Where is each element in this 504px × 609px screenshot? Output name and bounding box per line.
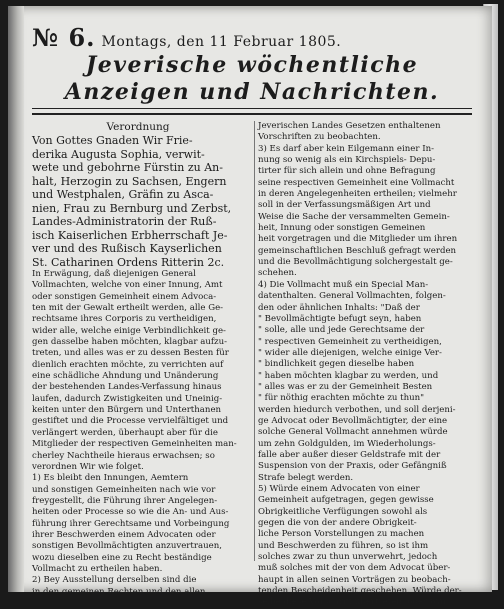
text-line: nung so wenig als ein Kirchspiels- Depu- <box>258 155 436 166</box>
text-line: haupt in allen seinen Vorträgen zu beobach- <box>258 574 451 585</box>
text-line: verordnen Wir wie folget. <box>32 461 144 472</box>
text-line: liche Person Vorstellungen zu machen <box>258 529 425 540</box>
text-line: dienlich erachten möchte, zu verrichten auf <box>32 359 224 370</box>
text-line: den oder ähnlichen Inhalts: "Daß der <box>258 302 420 313</box>
text-line: gen dasselbe haben möchten, klagbar aufzu- <box>32 337 228 348</box>
text-line: um zehn Goldgulden, im Wiederholungs- <box>258 438 436 449</box>
decree-heading: Verordnung <box>106 121 170 133</box>
text-line: Suspension von der Praxis, oder Gefängniß <box>258 461 447 472</box>
right-column <box>258 121 470 609</box>
text-line: heit, Innung oder sonstigen Gemeinen <box>258 223 426 234</box>
text-line: in den gemeinen Rechten und den allen <box>32 586 206 597</box>
issue-date: Montags, den 11 Februar 1805. <box>101 34 342 50</box>
text-line: ver und des Rußisch Kayserlichen <box>32 242 222 255</box>
text-line: freygestellt, die Führung ihrer Angelegen- <box>32 495 218 506</box>
text-line: " wider alle diejenigen, welche einige Ver- <box>258 347 442 358</box>
text-line: 3) Es darf aber kein Eilgemann einer In- <box>258 143 435 154</box>
text-line: führung ihrer Gerechtsame und Vorbeingung <box>32 518 230 529</box>
text-line: 5) Würde einem Advocaten von einer <box>258 484 420 494</box>
text-line: Obrigkeitliche Verfügungen sowohl als <box>258 506 428 517</box>
text-line: selbe diese Vorschrift übertreten, oder wür- <box>258 597 450 608</box>
text-line: seine respectiven Gemeinheit eine Vollmacht <box>258 177 455 188</box>
text-line: Weise die Sache der versammelten Gemein- <box>258 211 450 222</box>
text-line: ge Advocat oder Bevollmächtigter, der eine <box>258 415 448 426</box>
text-line: nien, Frau zu Bernburg und Zerbst, <box>32 201 232 215</box>
binding-fold <box>8 6 24 592</box>
text-line: und Westphalen, Gräfin zu Asca- <box>32 188 214 201</box>
text-line: 2) Bey Ausstellung derselben sind die <box>32 575 197 586</box>
text-line: laufen, dadurch Zwistigkeiten und Uneinig- <box>32 393 223 404</box>
text-line: Landes-Administratorin der Ruß- <box>32 215 217 228</box>
text-line: ihrer Beschwerden einem Advocaten oder <box>32 529 216 540</box>
text-line: " haben möchten klagbar zu werden, und <box>258 370 439 381</box>
text-line: Vorschriften zu beobachten. <box>258 132 381 143</box>
text-line: gemeinschaftlichen Beschluß gefragt werden <box>258 245 457 256</box>
text-line: und Beschwerden zu führen, so ist ihm <box>258 540 429 551</box>
left-column <box>32 121 244 609</box>
masthead-rule <box>32 108 472 115</box>
text-line: " Bevollmächtigte befugt seyn, haben <box>258 313 422 324</box>
text-line: cherley Nachtheile hieraus erwachsen; so <box>32 450 215 461</box>
newspaper-title-line-1: Jeverische wöchentliche <box>85 52 419 78</box>
text-line: gestiftet und die Processe vervielfältiget und <box>32 416 229 427</box>
text-line: " bindlichkeit gegen dieselbe haben <box>258 359 415 370</box>
text-line: " alles was er zu der Gemeinheit Besten <box>258 381 433 392</box>
masthead-issue-line <box>32 23 472 52</box>
text-line: verlängert werden, überhaupt aber für die <box>32 427 219 438</box>
text-line: sonstigen Bevollmächtigten anzuvertrauen, <box>32 541 222 552</box>
text-line: muß solches mit der von dem Advocat über- <box>258 563 451 574</box>
text-line: derika Augusta Sophia, verwit- <box>32 147 205 161</box>
text-line: datenthalten. General Vollmachten, folgen- <box>258 291 446 302</box>
text-line: Jeverischen Landes Gesetzen enthaltenen <box>258 121 441 131</box>
text-line: schehen. <box>258 268 297 279</box>
text-line: werden hiedurch verbothen, und soll derjeni- <box>258 404 456 415</box>
text-line: wozu dieselben eine zu Recht beständige <box>32 552 212 563</box>
text-line: eine schädliche Ahndung und Unänderung <box>32 371 219 382</box>
text-columns <box>32 121 472 609</box>
text-line: " für nöthig erachten möchte zu thun" <box>258 393 425 404</box>
text-line: " solle, alle und jede Gerechtsame der <box>258 325 425 336</box>
text-line: solches zwar zu thun unverwehrt, jedoch <box>258 552 438 563</box>
text-line: tirter für sich allein und ohne Befragung <box>258 166 436 177</box>
page-content <box>32 23 472 608</box>
text-line: Mitglieder der respectiven Gemeinheiten man- <box>32 439 237 450</box>
newspaper-page <box>8 6 492 608</box>
text-line: gegen die von der andere Obrigkeit- <box>258 518 417 529</box>
text-line: In Erwägung, daß diejenigen General <box>32 269 196 279</box>
text-line: halt, Herzogin zu Sachsen, Engern <box>32 174 227 188</box>
text-line: treten, und alles was er zu dessen Besten für <box>32 348 229 359</box>
text-line: heiten oder Processe so wie die An- und Aus- <box>32 507 229 518</box>
text-line: tenden Bescheidenheit geschehen. Würde der- <box>258 586 462 597</box>
column-divider <box>254 121 255 561</box>
text-line: der bestehenden Landes-Verfassung hinaus <box>32 382 222 393</box>
text-line: " respectiven Gemeinheit zu vertheidigen, <box>258 336 442 347</box>
text-line: isch Kaiserlichen Erbherrschaft Je- <box>32 228 228 242</box>
text-line: falle aber außer dieser Geldstrafe mit der <box>258 449 441 460</box>
text-line: Gemeinheit aufgetragen, gegen gewisse <box>258 495 434 506</box>
newspaper-title-line-2: Anzeigen und Nachrichten. <box>64 79 440 105</box>
text-line: 1) Es bleibt den Innungen, Aemtern <box>32 473 189 484</box>
text-line: Strafe belegt werden. <box>258 472 354 483</box>
text-line: Vollmachten, welche von einer Innung, Amt <box>32 280 223 291</box>
text-line: heit vorgetragen und die Mitglieder um ihren <box>258 234 458 245</box>
text-line: und sonstigen Gemeinheiten nach wie vor <box>32 484 216 495</box>
text-line: wider alle, welche einige Verbindlichkeit ge- <box>32 325 226 336</box>
text-line: in deren Angelegenheiten ertheilen; vielmehr <box>258 189 457 200</box>
text-line: soll in der Verfassungsmäßigen Art und <box>258 200 431 211</box>
text-line: St. Catharinen Ordens Ritterin 2c. <box>32 255 225 269</box>
text-line: ten mit der Gewalt ertheilt werden, alle Ge- <box>32 303 224 314</box>
text-line: solche General Vollmacht annehmen würde <box>258 427 448 438</box>
text-line: rechtsame ihres Corporis zu vertheidigen, <box>32 314 217 325</box>
text-line: Von Gottes Gnaden Wir Frie- <box>32 134 193 147</box>
text-line: keiten unter den Bürgern und Unterthanen <box>32 405 222 416</box>
issue-number: № 6. <box>32 23 96 52</box>
text-line: Vollmacht zu ertheilen haben. <box>32 563 163 574</box>
text-line: und die Bevollmächtigung solchergestalt ge- <box>258 257 453 268</box>
text-line: wete und gebohrne Fürstin zu An- <box>32 161 223 174</box>
text-line: oder sonstigen Gemeinheit einem Advoca- <box>32 291 217 302</box>
text-line: 4) Die Vollmacht muß ein Special Man- <box>258 279 429 290</box>
